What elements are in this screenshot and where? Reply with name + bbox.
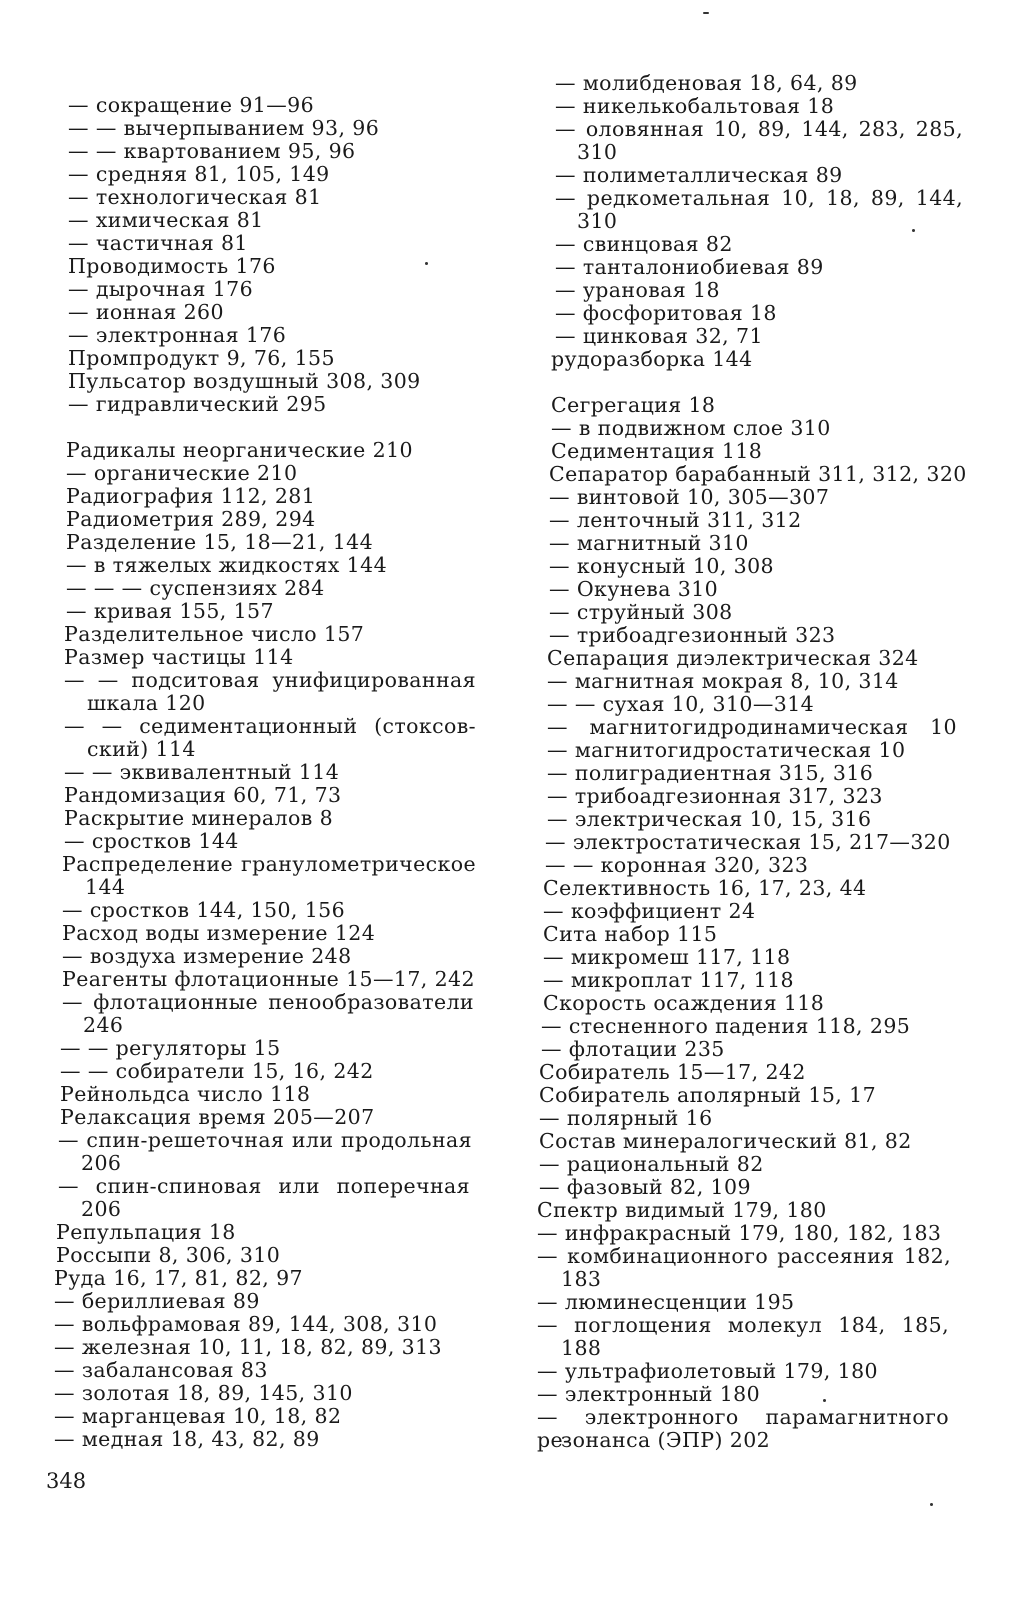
index-entry: — электронного парамагнитного ре- — [537, 1405, 949, 1452]
index-entry: — медная 18, 43, 82, 89 — [54, 1427, 320, 1451]
index-entry: — урановая 18 — [555, 278, 720, 302]
index-entry: Россыпи 8, 306, 310 — [56, 1243, 281, 1267]
index-entry: — фосфоритовая 18 — [555, 301, 777, 325]
index-entry-continuation: 206 — [81, 1151, 122, 1175]
index-entry: Состав минералогический 81, 82 — [539, 1129, 912, 1153]
index-entry: — магнитный 310 — [549, 531, 749, 555]
index-entry: — электронная 176 — [68, 323, 287, 347]
index-entry: — танталониобиевая 89 — [555, 255, 824, 279]
index-entry: — — вычерпыванием 93, 96 — [68, 116, 380, 140]
index-entry-continuation: 206 — [81, 1197, 122, 1221]
index-entry-continuation: 310 — [577, 209, 618, 233]
index-entry: — свинцовая 82 — [555, 232, 733, 256]
page-number: 348 — [46, 1469, 87, 1493]
index-entry: — молибденовая 18, 64, 89 — [555, 71, 858, 95]
index-entry: — в тяжелых жидкостях 144 — [66, 553, 388, 577]
index-entry: — флотации 235 — [541, 1037, 725, 1061]
index-entry: — струйный 308 — [549, 600, 733, 624]
index-entry: — магнитогидростатическая 10 — [547, 738, 906, 762]
index-entry: — электростатическая 15, 217—320 — [545, 830, 951, 854]
index-entry: — микроплат 117, 118 — [543, 968, 794, 992]
index-entry: — частичная 81 — [68, 231, 248, 255]
index-entry: — стесненного падения 118, 295 — [541, 1014, 911, 1038]
index-entry: — ионная 260 — [68, 300, 224, 324]
index-entry: — Окунева 310 — [549, 577, 719, 601]
index-entry: — средняя 81, 105, 149 — [68, 162, 330, 186]
index-entry: Собиратель 15—17, 242 — [539, 1060, 806, 1084]
index-entry: — марганцевая 10, 18, 82 — [54, 1404, 342, 1428]
index-entry: — кривая 155, 157 — [66, 599, 274, 623]
index-entry: — спин-спиновая или поперечная — [58, 1174, 470, 1198]
index-entry: Радиометрия 289, 294 — [66, 507, 316, 531]
index-entry: — полиметаллическая 89 — [555, 163, 843, 187]
scan-speck — [930, 1503, 933, 1506]
index-entry: Размер частицы 114 — [64, 645, 294, 669]
index-entry: — — квартованием 95, 96 — [68, 139, 356, 163]
index-entry: — поглощения молекул 184, 185, — [537, 1313, 949, 1337]
index-entry: — дырочная 176 — [68, 277, 254, 301]
index-entry: Седиментация 118 — [551, 439, 763, 463]
index-entry: Расход воды измерение 124 — [62, 921, 376, 945]
index-entry: Раскрытие минералов 8 — [64, 806, 334, 830]
index-entry: Радикалы неорганические 210 — [66, 438, 413, 462]
index-entry: — трибоадгезионная 317, 323 — [547, 784, 883, 808]
index-entry-continuation: 188 — [561, 1336, 602, 1360]
index-entry: — технологическая 81 — [68, 185, 322, 209]
index-entry: Распределение гранулометрическое — [62, 852, 476, 876]
index-entry: — гидравлический 295 — [68, 392, 327, 416]
index-entry: — ленточный 311, 312 — [549, 508, 802, 532]
index-entry: — воздуха измерение 248 — [62, 944, 352, 968]
index-entry: Спектр видимый 179, 180 — [537, 1198, 827, 1222]
index-entry: — винтовой 10, 305—307 — [549, 485, 830, 509]
index-entry: — вольфрамовая 89, 144, 308, 310 — [54, 1312, 438, 1336]
index-entry: — — собиратели 15, 16, 242 — [60, 1059, 374, 1083]
index-entry: — полиградиентная 315, 316 — [547, 761, 874, 785]
index-entry: Сита набор 115 — [543, 922, 718, 946]
index-entry: Промпродукт 9, 76, 155 — [68, 346, 335, 370]
scan-speck — [703, 12, 709, 14]
index-entry: — сростков 144 — [64, 829, 239, 853]
index-entry: — — — суспензиях 284 — [66, 576, 325, 600]
index-entry-continuation: 144 — [85, 875, 126, 899]
index-entry: — ультрафиолетовый 179, 180 — [537, 1359, 878, 1383]
index-entry: — рациональный 82 — [539, 1152, 764, 1176]
index-entry: — никелькобальтовая 18 — [555, 94, 835, 118]
index-entry: — — коронная 320, 323 — [545, 853, 809, 877]
index-entry: Селективность 16, 17, 23, 44 — [543, 876, 867, 900]
index-entry: — — седиментационный (стоксов- — [64, 714, 476, 738]
index-entry: — цинковая 32, 71 — [555, 324, 763, 348]
index-entry: Руда 16, 17, 81, 82, 97 — [54, 1266, 303, 1290]
index-entry: Разделительное число 157 — [64, 622, 365, 646]
index-entry: — химическая 81 — [68, 208, 264, 232]
index-entry: — фазовый 82, 109 — [539, 1175, 751, 1199]
index-entry: Рандомизация 60, 71, 73 — [64, 783, 342, 807]
index-entry: Реагенты флотационные 15—17, 242 — [62, 967, 475, 991]
index-entry: — железная 10, 11, 18, 82, 89, 313 — [54, 1335, 442, 1359]
index-entry: Разделение 15, 18—21, 144 — [66, 530, 374, 554]
index-entry: — электронный 180 — [537, 1382, 761, 1406]
index-entry: — — эквивалентный 114 — [64, 760, 340, 784]
index-entry: — — регуляторы 15 — [60, 1036, 281, 1060]
index-entry: — инфракрасный 179, 180, 182, 183 — [537, 1221, 942, 1245]
index-entry: — оловянная 10, 89, 144, 283, 285, — [555, 117, 963, 141]
index-entry-continuation: ский) 114 — [87, 737, 196, 761]
index-entry: рудоразборка 144 — [551, 347, 753, 371]
index-entry: Проводимость 176 — [68, 254, 276, 278]
index-entry: Сепарация диэлектрическая 324 — [547, 646, 919, 670]
index-entry-continuation: 246 — [83, 1013, 124, 1037]
index-entry: — микромеш 117, 118 — [543, 945, 791, 969]
index-entry: — — подситовая унифицированная — [64, 668, 476, 692]
index-entry: — магнитная мокрая 8, 10, 314 — [547, 669, 899, 693]
index-entry: Рейнольдса число 118 — [60, 1082, 311, 1106]
index-entry: Сегрегация 18 — [551, 393, 716, 417]
index-entry: — коэффициент 24 — [543, 899, 756, 923]
index-entry: Радиография 112, 281 — [66, 484, 316, 508]
index-entry: — забалансовая 83 — [54, 1358, 268, 1382]
index-entry: — люминесценции 195 — [537, 1290, 795, 1314]
index-entry: Пульсатор воздушный 308, 309 — [68, 369, 421, 393]
index-entry: — редкометальная 10, 18, 89, 144, — [555, 186, 963, 210]
index-entry-continuation: зонанса (ЭПР) 202 — [561, 1428, 771, 1452]
index-entry: — электрическая 10, 15, 316 — [547, 807, 872, 831]
scan-speck — [912, 229, 915, 232]
index-entry: — магнитогидродинамическая 10 — [547, 715, 957, 739]
index-entry: Репульпация 18 — [56, 1220, 236, 1244]
index-entry: — золотая 18, 89, 145, 310 — [54, 1381, 353, 1405]
index-entry: — бериллиевая 89 — [54, 1289, 260, 1313]
index-entry: Сепаратор барабанный 311, 312, 320 — [549, 462, 967, 486]
index-entry: — комбинационного рассеяния 182, — [537, 1244, 951, 1268]
index-entry: — сростков 144, 150, 156 — [62, 898, 346, 922]
scan-speck — [425, 262, 428, 265]
index-entry: — сокращение 91—96 — [68, 93, 315, 117]
index-entry: Скорость осаждения 118 — [543, 991, 825, 1015]
index-entry: — конусный 10, 308 — [549, 554, 774, 578]
index-entry: — трибоадгезионный 323 — [549, 623, 836, 647]
index-entry-continuation: шкала 120 — [87, 691, 206, 715]
index-entry-continuation: 183 — [561, 1267, 602, 1291]
index-entry: — флотационные пенообразователи — [62, 990, 474, 1014]
index-entry: Релаксация время 205—207 — [60, 1105, 375, 1129]
index-entry: — полярный 16 — [539, 1106, 713, 1130]
index-entry: — — сухая 10, 310—314 — [547, 692, 815, 716]
index-entry-continuation: 310 — [577, 140, 618, 164]
index-entry: — спин-решеточная или продольная — [58, 1128, 472, 1152]
scan-speck — [823, 1399, 826, 1402]
index-entry: Собиратель аполярный 15, 17 — [539, 1083, 877, 1107]
index-entry: — органические 210 — [66, 461, 298, 485]
index-entry: — в подвижном слое 310 — [551, 416, 831, 440]
